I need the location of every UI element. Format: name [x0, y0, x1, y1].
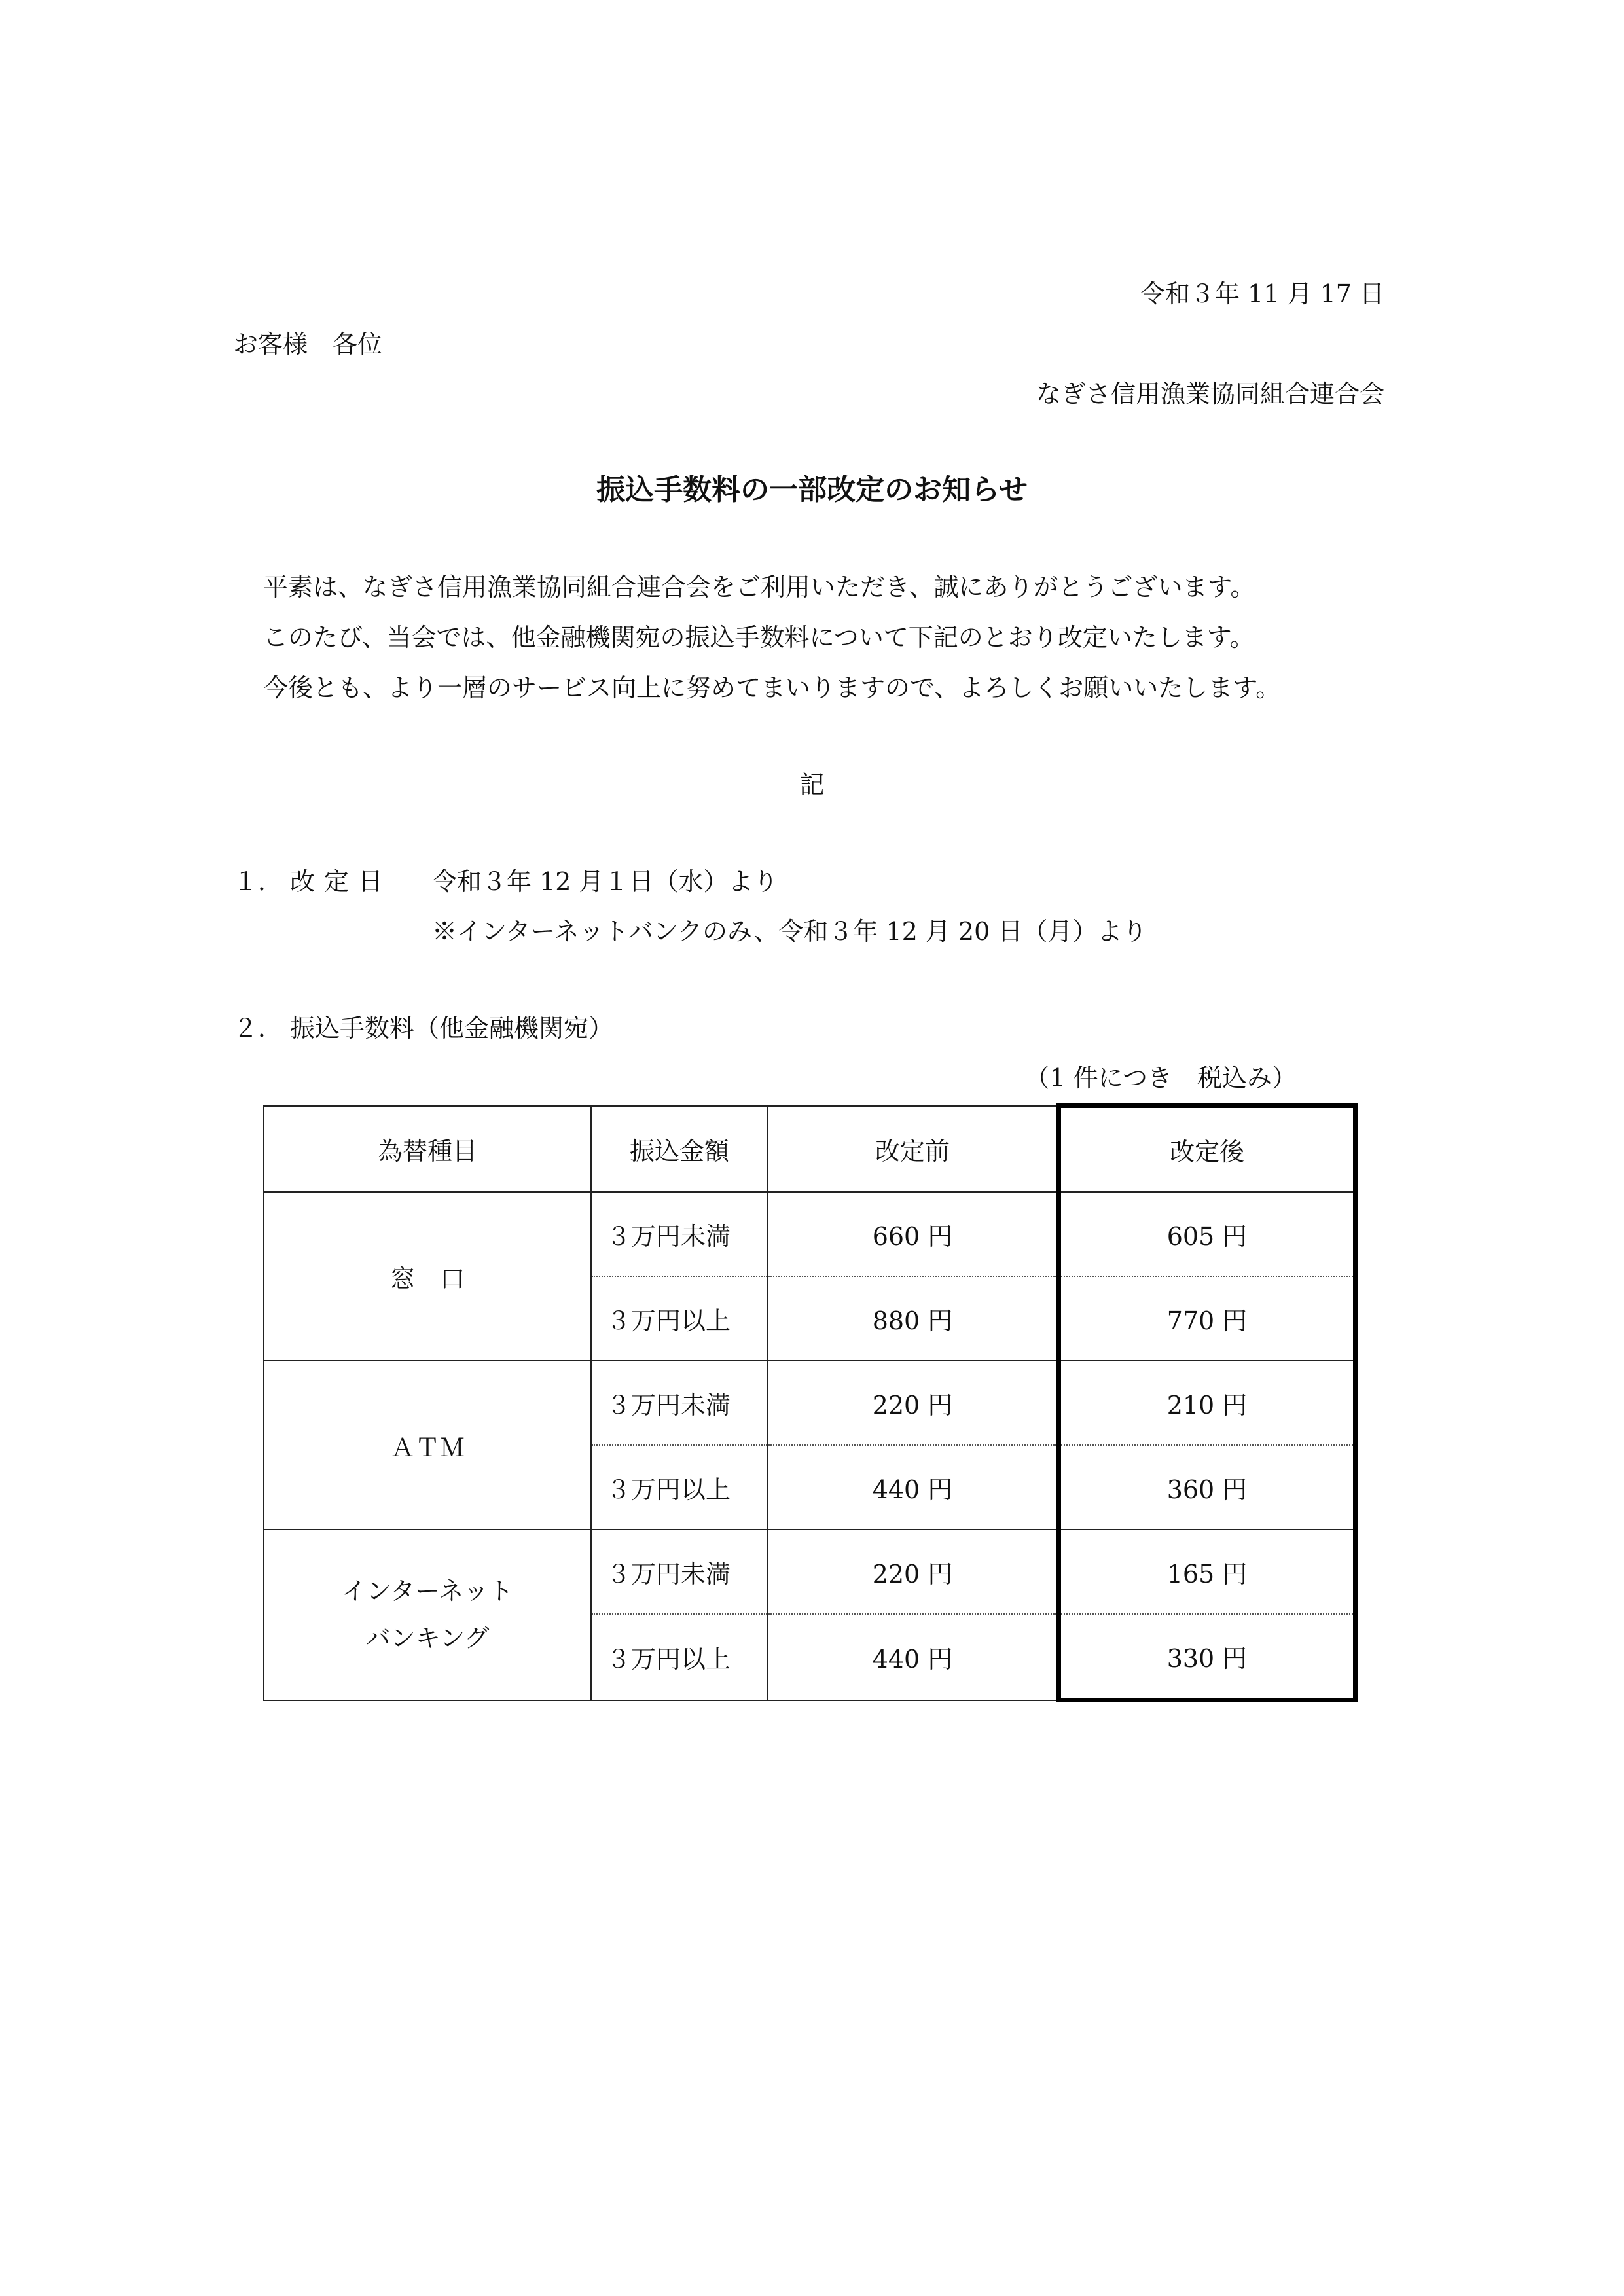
- header-type: 為替種目: [264, 1106, 591, 1193]
- type-internet-banking: [264, 1530, 591, 1700]
- table-row: [264, 1361, 1356, 1445]
- before-cell: 660 円: [768, 1192, 1059, 1276]
- header-after: 改定後: [1059, 1106, 1356, 1193]
- amount-cell: ３万円未満: [591, 1192, 768, 1276]
- amount-cell: ３万円以上: [591, 1614, 768, 1700]
- body-paragraph-2: このたび、当会では、他金融機関宛の振込手数料について下記のとおり改定いたします。: [263, 623, 1255, 652]
- type-internet-line1: インターネット: [341, 1577, 514, 1606]
- before-cell: 440 円: [768, 1614, 1059, 1700]
- after-cell: 210 円: [1059, 1361, 1356, 1445]
- fee-unit-note: （1 件につき 税込み）: [1024, 1064, 1297, 1092]
- item2-number: ２．: [233, 1014, 283, 1043]
- header-before: 改定前: [768, 1106, 1059, 1193]
- table-row: [264, 1192, 1356, 1276]
- after-cell: 165 円: [1059, 1530, 1356, 1614]
- document-title: 振込手数料の一部改定のお知らせ: [596, 473, 1028, 507]
- header-amount: 振込金額: [591, 1106, 768, 1193]
- amount-cell: ３万円未満: [591, 1530, 768, 1614]
- item1-internet-bank-note: ※インターネットバンクのみ、令和３年 12 月 20 日（月）より: [432, 917, 1147, 946]
- after-cell: 360 円: [1059, 1445, 1356, 1530]
- amount-cell: ３万円以上: [591, 1445, 768, 1530]
- after-cell: 770 円: [1059, 1276, 1356, 1361]
- body-paragraph-1: 平素は、なぎさ信用漁業協同組合連合会をご利用いただき、誠にありがとうございます。: [263, 573, 1255, 601]
- before-cell: 880 円: [768, 1276, 1059, 1361]
- type-atm: ＡＴＭ: [264, 1361, 591, 1530]
- body-paragraph-3: 今後とも、より一層のサービス向上に努めてまいりますので、よろしくお願いいたします。: [263, 673, 1281, 702]
- item1-number: １．: [233, 867, 283, 896]
- item1-label: 改定日: [290, 867, 393, 896]
- table-header-row: [264, 1106, 1356, 1193]
- fee-table: [263, 1103, 1358, 1702]
- addressee: お客様 各位: [233, 330, 383, 359]
- after-cell: 605 円: [1059, 1192, 1356, 1276]
- table-row: [264, 1530, 1356, 1614]
- item2-label: 振込手数料（他金融機関宛）: [290, 1014, 614, 1043]
- amount-cell: ３万円未満: [591, 1361, 768, 1445]
- before-cell: 220 円: [768, 1361, 1059, 1445]
- issue-date: 令和３年 11 月 17 日: [1140, 279, 1384, 308]
- type-internet-line2: バンキング: [365, 1624, 490, 1653]
- before-cell: 220 円: [768, 1530, 1059, 1614]
- type-counter: 窓 口: [264, 1192, 591, 1361]
- amount-cell: ３万円以上: [591, 1276, 768, 1361]
- ki-heading: 記: [799, 770, 825, 799]
- sender-name: なぎさ信用漁業協同組合連合会: [1036, 380, 1384, 408]
- before-cell: 440 円: [768, 1445, 1059, 1530]
- after-cell: 330 円: [1059, 1614, 1356, 1700]
- item1-effective-date: 令和３年 12 月１日（水）より: [432, 867, 778, 896]
